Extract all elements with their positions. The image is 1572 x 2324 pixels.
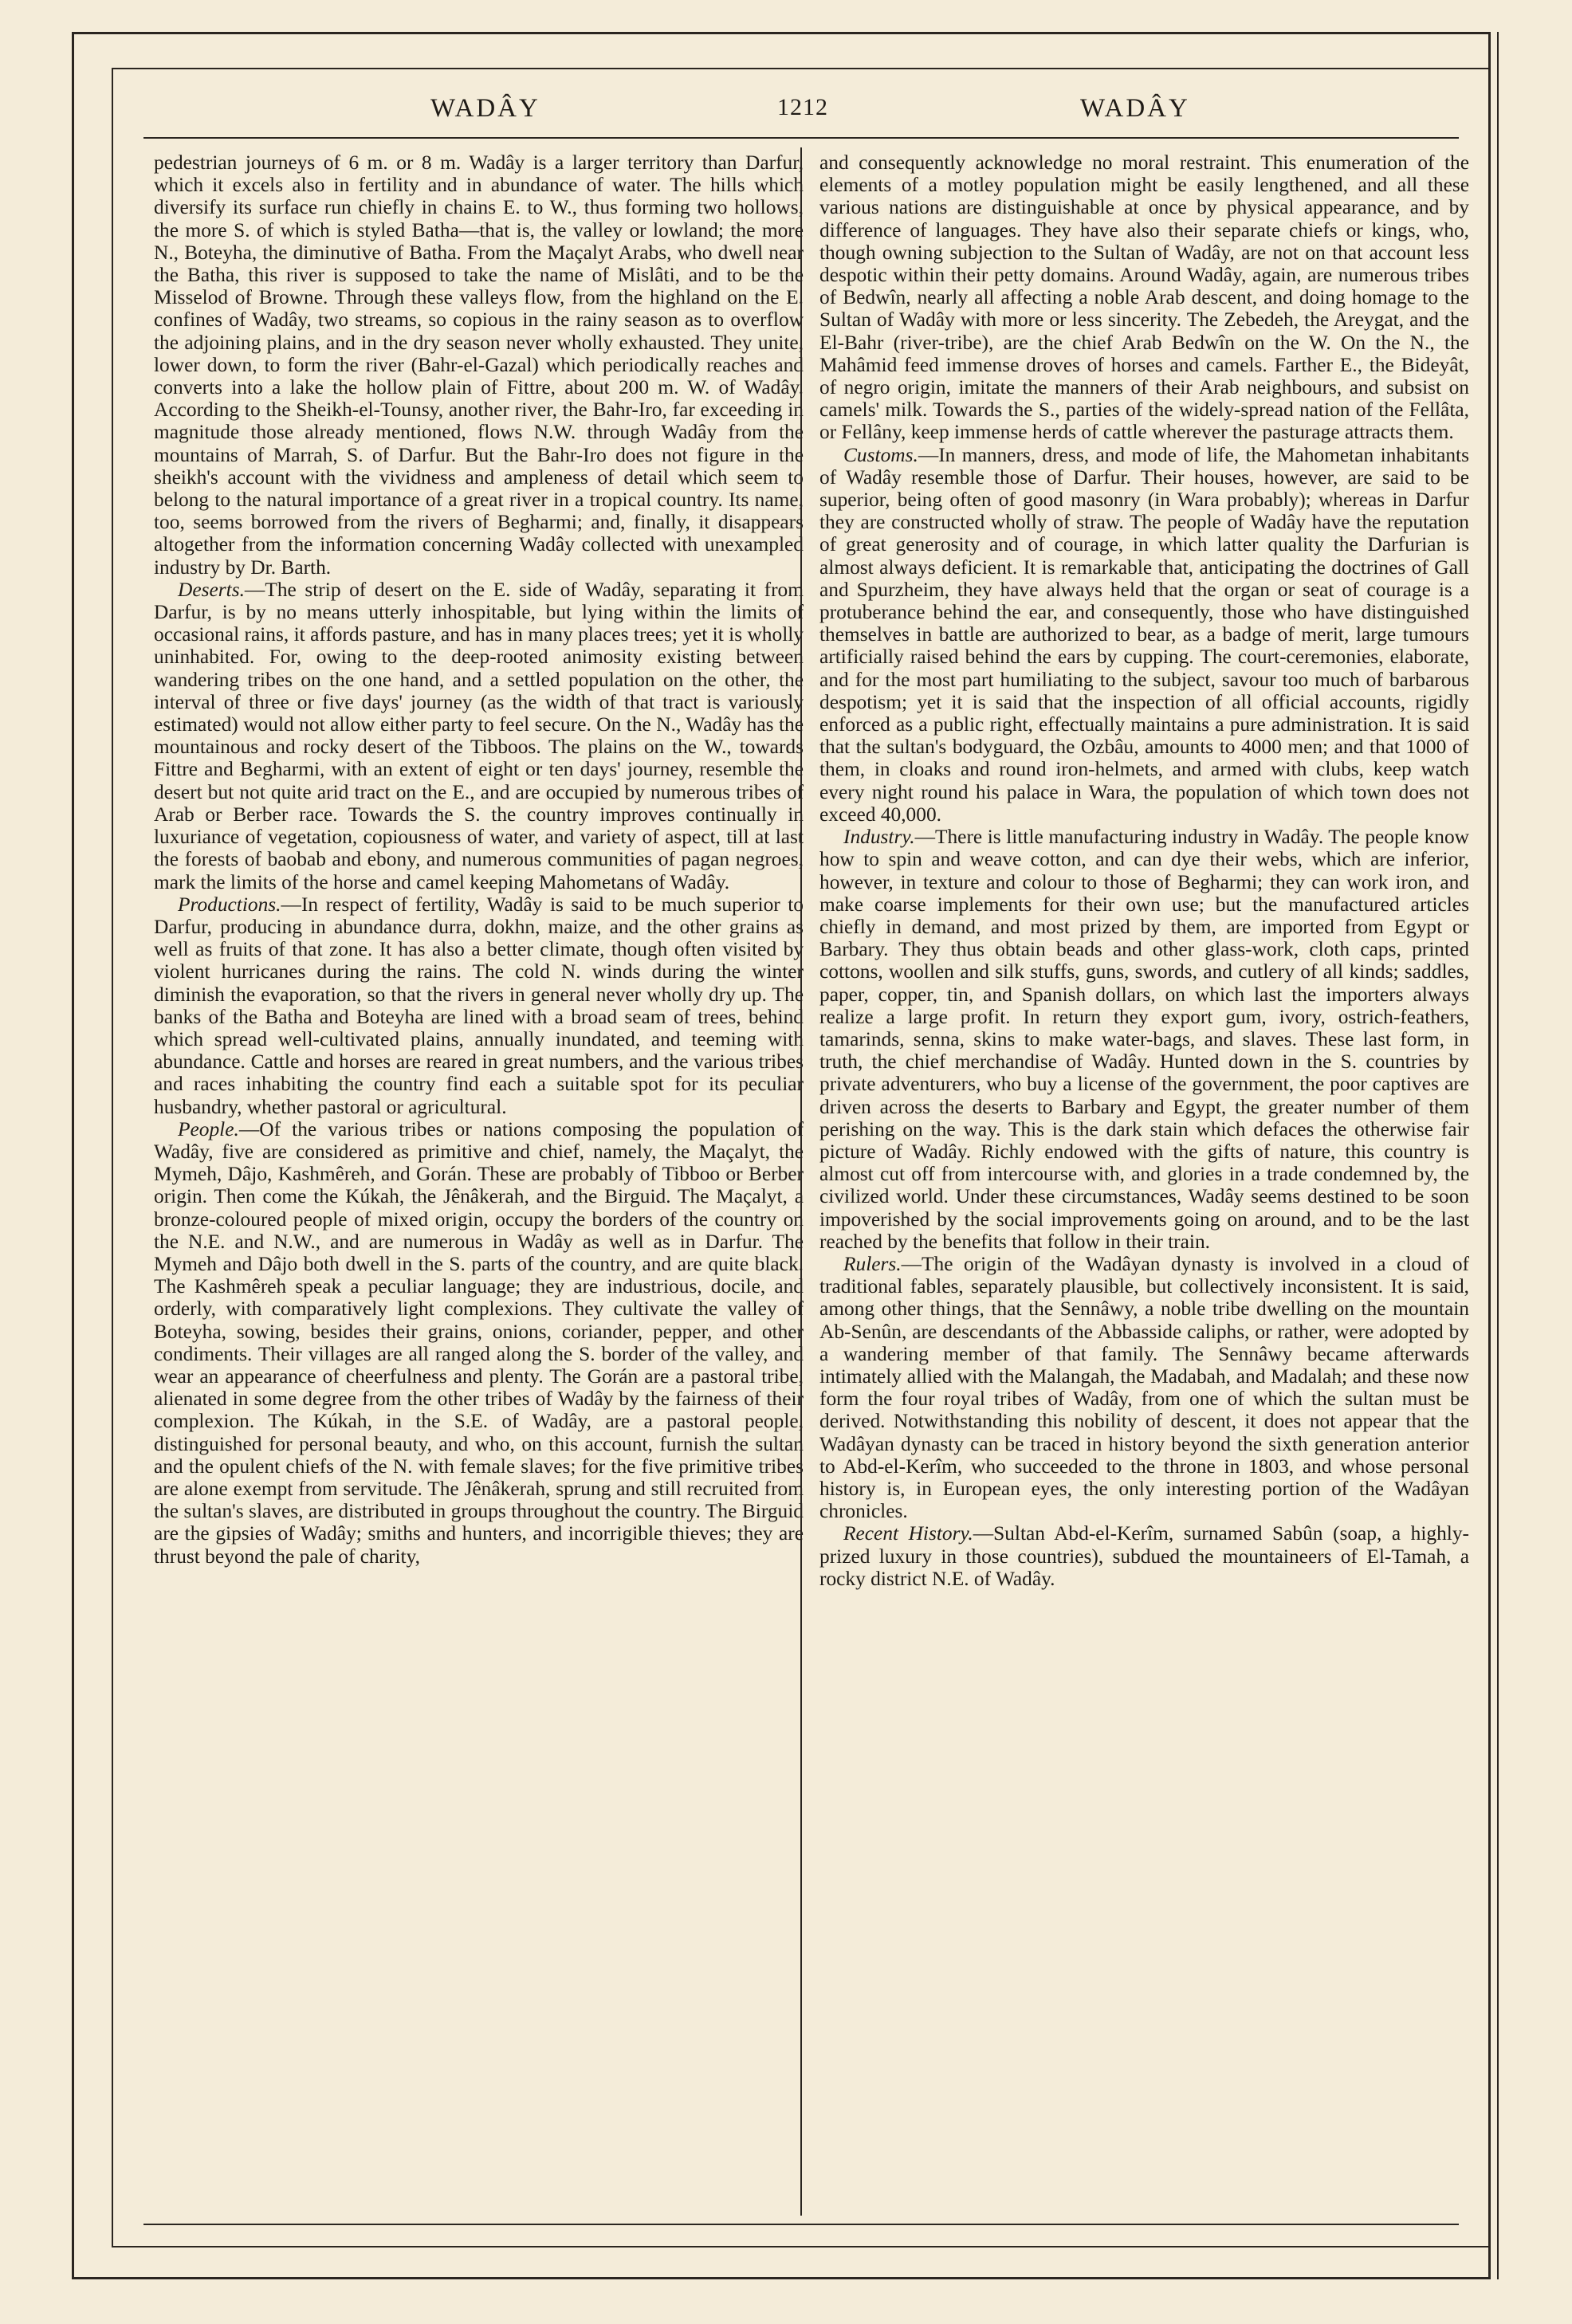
section-body-people: —Of the various tribes or nations composing the population of Wadây, five are considered as primitive and chief, namely, the Maçalyt, the Mymeh, Dâjo, Kashmêreh, and Gorán. These are probably of Tibboo or Berber origin. Then come the Kúkah, the Jênâkerah, and the Birguid. The Maçalyt, a bronze-coloured people of mixed origin, occupy the borders of the country on the N.E. and N.W., and are numerous in Wadây as well as in Darfur. The Mymeh and Dâjo both dwell in the S. parts of the country, and are quite black. The Kashmêreh speak a peculiar language; they are industrious, docile, and orderly, with comparatively light complexions. They cultivate the valley of Boteyha, sowing, besides their grains, onions, coriander, pepper, and other condiments. Their villages are all ranged along the S. border of the valley, and wear an appearance of cheerfulness and plenty. The Gorán are a pastoral tribe, alienated in some degree from the other tribes of Wadây by the fairness of their complexion. The Kúkah, in the S.E. of Wadây, are a pastoral people, distinguished for personal beauty, and who, on this account, furnish the sultan and the opulent chiefs of the N. with female slaves; for the five primitive tribes are alone exempt from servitude. The Jênâkerah, sprung and still recruited from the sultan's slaves, are distributed in groups throughout the country. The Birguid are the gipsies of Wadây; smiths and hunters, and incorrigible thieves; they are thrust beyond the pale of charity, (154, 1117, 804, 1568)
page-border-right-rule (1497, 32, 1499, 2279)
section-title-people: People. (178, 1117, 239, 1140)
section-body-productions: —In respect of fertility, Wadây is said to be much superior to Darfur, producing in abundance durra, dokhn, maize, and the other grains as well as fruits of that zone. It has also a better climate, though often visited by violent hurricanes during the rains. The cold N. winds during the winter diminish the evaporation, so that the rivers in general never wholly dry up. The banks of the Batha and Boteyha are lined with a broad seam of trees, behind which spread well-cultivated plains, annually inundated, and teeming with abundance. Cattle and horses are reared in great numbers, and the various tribes and races inhabiting the country find each a suitable spot for its peculiar husbandry, whether pastoral or agricultural. (154, 893, 804, 1118)
page-number: 1212 (777, 94, 828, 120)
text-column-left (154, 151, 804, 2224)
paragraph-customs (819, 444, 1469, 826)
section-body-recent-history: —Sultan Abd-el-Kerîm, surnamed Sabûn (soap, a highly-prized luxury in those countries), subdued the mountaineers of El-Tamah, a rocky district N.E. of Wadây. (819, 1522, 1469, 1590)
paragraph-industry (819, 826, 1469, 1253)
text-column-right (819, 151, 1469, 2224)
section-body-deserts: —The strip of desert on the E. side of Wadây, separating it from Darfur, is by no means utterly inhospitable, but lying within the limits of occasional rains, it affords pasture, and has in many places trees; yet it is wholly uninhabited. For, owing to the deep-rooted animosity existing between wandering tribes on the one hand, and a settled population on the other, the interval of three or five days' journey (as the width of that tract is variously estimated) would not allow either party to feel secure. On the N., Wadây has the mountainous and rocky desert of the Tibboos. The plains on the W., towards Fittre and Begharmi, with an extent of eight or ten days' journey, resemble the desert but not quite arid tract on the E., and are occupied by numerous tribes of Arab or Berber race. Towards the S. the country improves continually in luxuriance of vegetation, copiousness of water, and variety of aspect, till at last the forests of baobab and ebony, and numerous communities of pagan negroes, mark the limits of the horse and camel keeping Mahometans of Wadây. (154, 578, 804, 893)
paragraph-continuation: and consequently acknowledge no moral restraint. This enumeration of the elements of a motley population might be easily lengthened, and all these various nations are distinguishable at once by physical appearance, and by difference of languages. They have also their separate chiefs or kings, who, though owning subjection to the Sultan of Wadây, are not on that account less despotic within their petty domains. Around Wadây, again, are numerous tribes of Bedwîn, nearly all affecting a noble Arab descent, and doing homage to the Sultan of Wadây with more or less sincerity. The Zebedeh, the Areygat, and the El-Bahr (river-tribe), are the chief Arab Bedwîn on the W. On the N., the Mahâmid feed immense droves of horses and camels. Farther E., the Bideyât, of negro origin, imitate the manners of their Arab neighbours, and subsist on camels' milk. Towards the S., parties of the widely-spread nation of the Fellâta, or Fellâny, keep immense herds of cattle wherever the pasturage attracts them. (819, 151, 1469, 444)
paragraph-people (154, 1118, 804, 1568)
section-body-industry: —There is little manufacturing industry in Wadây. The people know how to spin and weave cotton, and can dye their webs, which are inferior, however, in texture and colour to those of Begharmi; they can work iron, and make coarse implements for their own use; but the manufactured articles chiefly in demand, and most prized by them, are imported from Egypt or Barbary. They thus obtain beads and other glass-work, cloth caps, printed cottons, woollen and silk stuffs, guns, swords, and cutlery of all kinds; saddles, paper, copper, tin, and Spanish dollars, on which last the importers always realize a large profit. In return they export gum, ivory, ostrich-feathers, tamarinds, senna, skins to make water-bags, and slaves. These last form, in truth, the chief merchandise of Wadây. Hunted down in the S. countries by private adventurers, who buy a license of the government, the poor captives are driven across the deserts to Barbary and Egypt, the greater number of them perishing on the way. This is the dark stain which defaces the otherwise fair picture of Wadây. Richly endowed with the gifts of nature, this country is almost cut off from intercourse with, and glories in a trade condemned by, the civilized world. Under these circumstances, Wadây seems destined to be soon impoverished by the social improvements going on around, and to be the last reached by the benefits that follow in their train. (819, 826, 1469, 1253)
running-header (112, 88, 1491, 135)
section-title-productions: Productions. (178, 893, 281, 916)
paragraph-recent-history (819, 1522, 1469, 1590)
paragraph-rulers (819, 1253, 1469, 1522)
footer-rule (143, 2224, 1459, 2225)
section-title-deserts: Deserts. (178, 578, 245, 601)
header-rule (143, 137, 1459, 139)
section-title-recent-history: Recent History. (843, 1522, 973, 1545)
running-title-left: WADÂY (430, 94, 540, 123)
paragraph-productions (154, 893, 804, 1118)
section-title-rulers: Rulers. (843, 1252, 902, 1275)
column-divider (800, 147, 802, 2216)
section-title-customs: Customs. (843, 443, 918, 466)
section-body-customs: —In manners, dress, and mode of life, the Mahometan inhabitants of Wadây resemble those of Darfur. Their houses, however, are said to be superior, being often of good masonry (in Wara probably); whereas in Darfur they are constructed wholly of straw. The people of Wadây have the reputation of great generosity and of courage, in which latter quality the Darfurian is almost always deficient. It is remarkable that, anticipating the doctrines of Gall and Spurzheim, they have always held that the organ or seat of courage is a protuberance behind the ear, and consequently, those who have distinguished themselves in battle are authorized to bear, as a badge of merit, large tumours artificially raised behind the ears by cupping. The court-ceremonies, elaborate, and for the most part humiliating to the subject, savour too much of barbarous despotism; yet it is said that the inspection of all official accounts, rigidly enforced as a public right, effectually maintains a pure administration. It is said that the sultan's bodyguard, the Ozbâu, amounts to 4000 men; and that 1000 of them, in cloaks and round iron-helmets, and armed with clubs, keep watch every night round his palace in Wara, the population of which town does not exceed 40,000. (819, 443, 1469, 826)
paragraph-opening: pedestrian journeys of 6 m. or 8 m. Wadây is a larger territory than Darfur, which it excels also in fertility and in abundance of water. The hills which diversify its surface run chiefly in chains E. to W., thus forming two hollows, the more S. of which is styled Batha—that is, the valley or lowland; the more N., Boteyha, the diminutive of Batha. From the Maçalyt Arabs, who dwell near the Batha, this river is supposed to take the name of Mislâti, and to be the Misselod of Browne. Through these valleys flow, from the highland on the E. confines of Wadây, two streams, so copious in the rainy season as to overflow the adjoining plains, and in the dry season never wholly exhausted. They unite, lower down, to form the river (Bahr-el-Gazal) which periodically reaches and converts into a lake the hollow plain of Fittre, about 200 m. W. of Wadây. According to the Sheikh-el-Tounsy, another river, the Bahr-Iro, far exceeding in magnitude those already mentioned, flows N.W. through Wadây from the mountains of Marrah, S. of Darfur. But the Bahr-Iro does not figure in the sheikh's account with the vividness and ampleness of detail which seem to belong to the natural importance of a great river in a tropical country. Its name, too, seems borrowed from the rivers of Begharmi; and, finally, it disappears altogether from the information concerning Wadây collected with unexampled industry by Dr. Barth. (154, 151, 804, 579)
section-title-industry: Industry. (843, 826, 915, 849)
running-title-right: WADÂY (1080, 94, 1190, 123)
paragraph-deserts (154, 579, 804, 893)
section-body-rulers: —The origin of the Wadâyan dynasty is involved in a cloud of traditional fables, separately plausible, but collectively inconsistent. It is said, among other things, that the Sennâwy, a noble tribe dwelling on the mountain Ab-Senûn, are descendants of the Abbasside caliphs, or rather, were adopted by a wandering member of that family. The Sennâwy became afterwards intimately allied with the Malangah, the Madabah, and Madalah; and these now form the four royal tribes of Wadây, from one of which the sultan must be derived. Notwithstanding this nobility of descent, it does not appear that the Wadâyan dynasty can be traced in history beyond the sixth generation anterior to Abd-el-Kerîm, who succeeded to the throne in 1803, and whose personal history is, in European eyes, the only interesting portion of the Wadâyan chronicles. (819, 1252, 1469, 1523)
